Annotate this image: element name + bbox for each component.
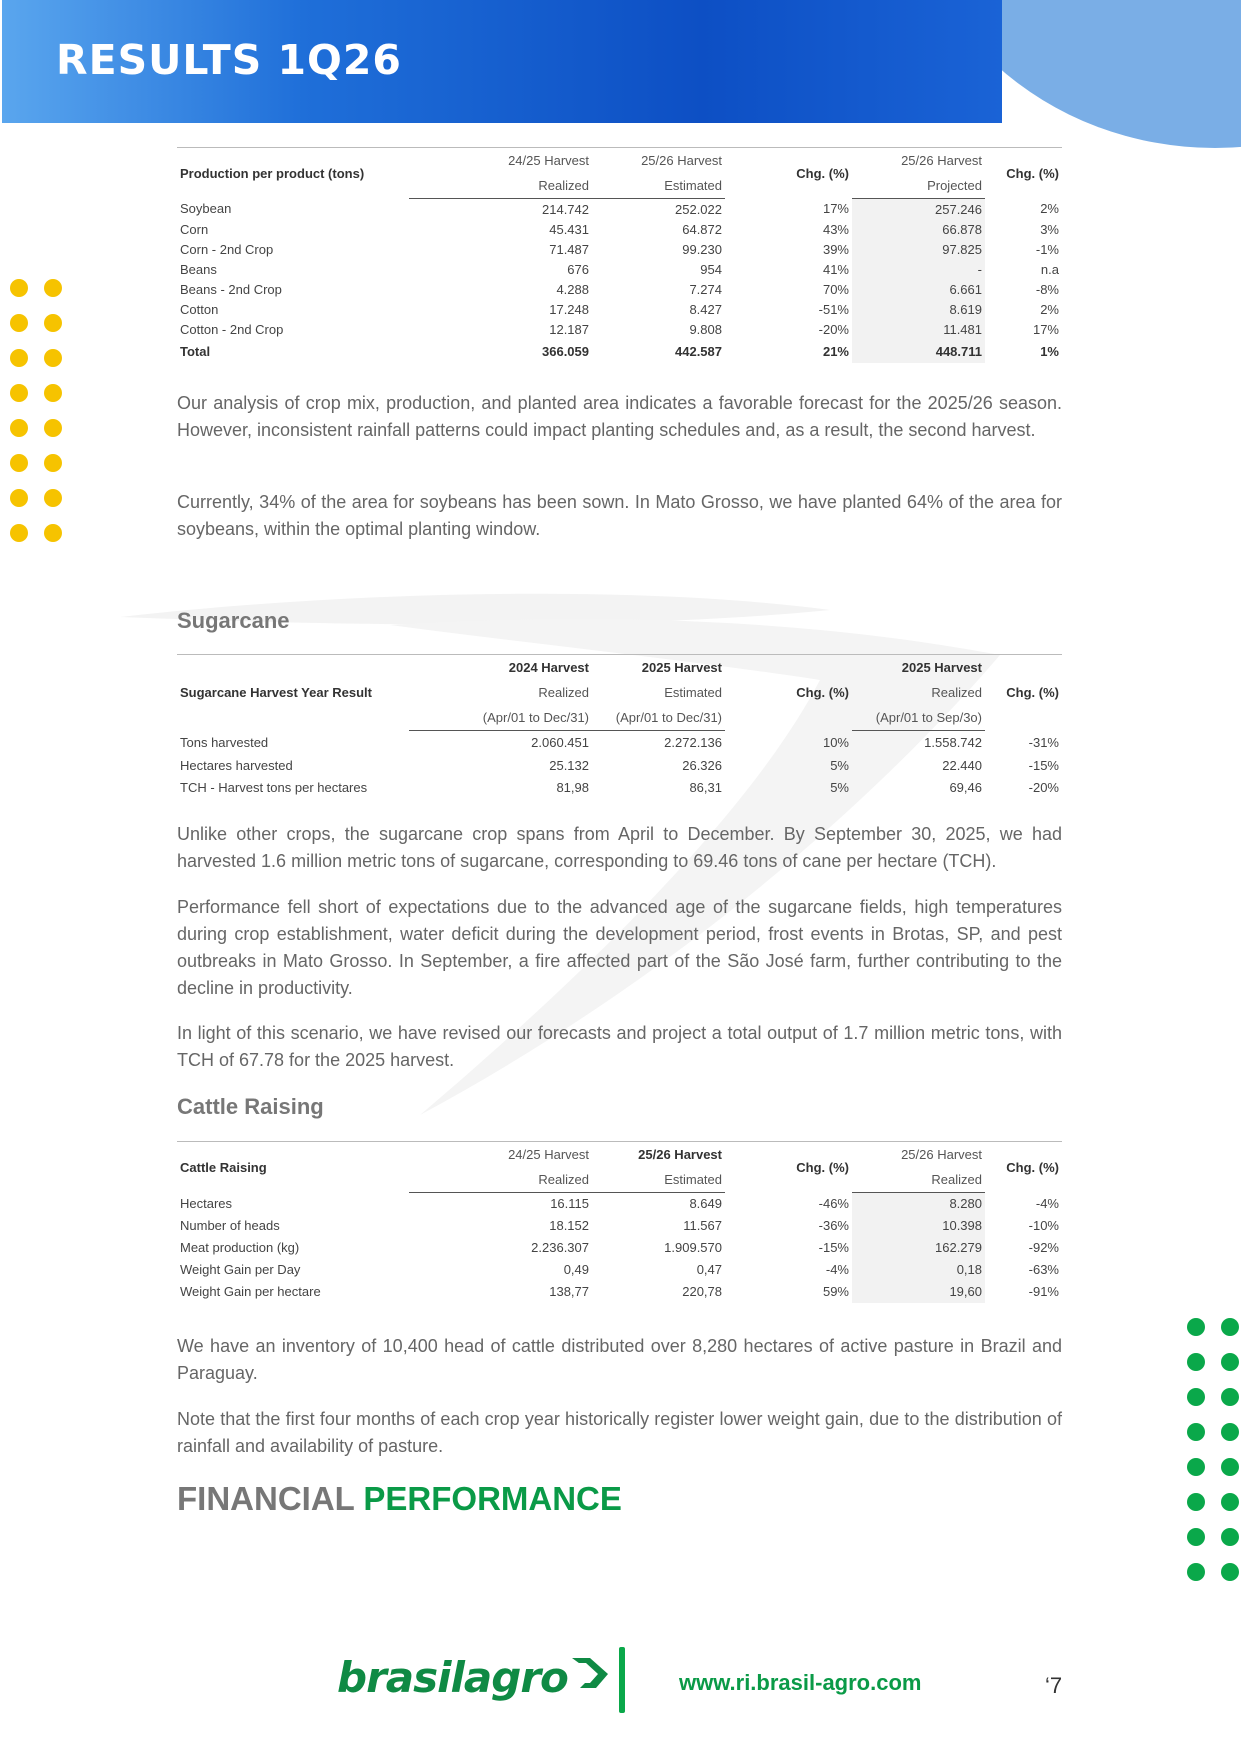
table-cell: 6.661 xyxy=(852,279,985,299)
table-row xyxy=(177,1237,1062,1259)
table-cell: -20% xyxy=(818,321,849,337)
table-cell: Corn - 2nd Crop xyxy=(180,241,274,257)
table-row xyxy=(177,1259,1062,1281)
logo-text: brasilagro xyxy=(337,1653,568,1702)
table-cell: Meat production (kg) xyxy=(180,1240,300,1255)
col-header: 2024 Harvest xyxy=(409,655,592,681)
table-cell: 8.427 xyxy=(689,301,722,317)
table-cell: 2% xyxy=(1040,201,1059,217)
production-table-label: Production per product (tons) xyxy=(177,148,409,199)
table-cell: 0,49 xyxy=(563,1262,589,1277)
col-header: 25/26 Harvest xyxy=(852,148,985,174)
table-cell: 676 xyxy=(567,261,589,277)
col-subheader: Estimated xyxy=(592,1167,725,1193)
table-cell: 0,47 xyxy=(696,1262,722,1277)
table-cell: 2.272.136 xyxy=(664,735,722,751)
table-cell: 0,18 xyxy=(852,1259,985,1281)
heading-word: FINANCIAL xyxy=(177,1480,355,1517)
page-title: RESULTS 1Q26 xyxy=(56,36,402,84)
table-cell: 18.152 xyxy=(549,1218,589,1233)
table-cell: 7.274 xyxy=(689,281,722,297)
paragraph: Currently, 34% of the area for soybeans has been sown. In Mato Grosso, we have planted 64% of the area for soybeans, within the optimal planting window. xyxy=(177,492,1062,539)
table-cell: 69,46 xyxy=(949,780,982,795)
col-header: 25/26 Harvest xyxy=(592,1142,725,1168)
table-cell: -4% xyxy=(825,1262,849,1277)
col-period: (Apr/01 to Sep/3o) xyxy=(852,705,985,731)
table-cell: 3% xyxy=(1040,221,1059,237)
table-cell: 4.288 xyxy=(556,281,589,297)
col-header: Chg. (%) xyxy=(985,655,1062,731)
col-header: Chg. (%) xyxy=(725,655,852,731)
table-cell: 442.587 xyxy=(675,343,722,359)
table-row xyxy=(177,1281,1062,1303)
table-row xyxy=(177,319,1062,339)
table-cell: 21% xyxy=(822,343,849,359)
table-cell: 86,31 xyxy=(689,780,722,795)
table-row xyxy=(177,755,1062,777)
table-cell: -10% xyxy=(1028,1218,1059,1233)
table-cell: -8% xyxy=(1035,281,1059,297)
col-header: 2025 Harvest xyxy=(592,655,725,681)
table-cell: 59% xyxy=(822,1284,849,1299)
table-cell: 43% xyxy=(822,221,849,237)
table-cell: 71.487 xyxy=(549,241,589,257)
col-header: Chg. (%) xyxy=(725,1142,852,1193)
paragraph: We have an inventory of 10,400 head of cattle distributed over 8,280 hectares of active pasture in Brazil and Paraguay. xyxy=(177,1336,1062,1383)
col-header: Chg. (%) xyxy=(725,148,852,199)
table-cell: 41% xyxy=(822,261,849,277)
paragraph: In light of this scenario, we have revised our forecasts and project a total output of 1.7 million metric tons, with TCH of 67.78 for the 2025 harvest. xyxy=(177,1023,1062,1070)
table-cell: 70% xyxy=(822,281,849,297)
col-header: 24/25 Harvest xyxy=(409,1142,592,1168)
cattle-table-label: Cattle Raising xyxy=(177,1142,409,1193)
table-cell: Beans - 2nd Crop xyxy=(180,281,282,297)
table-row xyxy=(177,1193,1062,1215)
table-cell: 64.872 xyxy=(682,221,722,237)
table-cell: 448.711 xyxy=(852,339,985,363)
table-cell: Weight Gain per Day xyxy=(180,1262,301,1277)
table-cell: 22.440 xyxy=(942,758,982,773)
table-cell: Cotton - 2nd Crop xyxy=(180,321,284,337)
table-row xyxy=(177,219,1062,239)
table-cell: 5% xyxy=(830,758,849,773)
table-cell: 19,60 xyxy=(852,1281,985,1303)
table-cell: 366.059 xyxy=(542,343,589,359)
col-subheader: Realized xyxy=(538,685,589,700)
table-cell: 99.230 xyxy=(682,241,722,257)
col-period: (Apr/01 to Dec/31) xyxy=(409,705,592,731)
table-cell: 954 xyxy=(700,261,722,277)
table-cell: 138,77 xyxy=(549,1284,589,1299)
table-cell: Hectares xyxy=(180,1196,233,1211)
table-row xyxy=(177,239,1062,259)
table-cell: Hectares harvested xyxy=(180,758,293,773)
table-row xyxy=(177,259,1062,279)
table-cell: 66.878 xyxy=(852,219,985,239)
table-cell: 12.187 xyxy=(549,321,589,337)
table-cell: 214.742 xyxy=(542,201,589,217)
table-cell: 1% xyxy=(1040,343,1059,359)
table-row xyxy=(177,731,1062,755)
table-cell: 162.279 xyxy=(852,1237,985,1259)
decorative-dots-left xyxy=(10,279,62,542)
table-cell: Weight Gain per hectare xyxy=(180,1284,321,1299)
table-cell: Number of heads xyxy=(180,1218,280,1233)
table-cell: 220,78 xyxy=(682,1284,722,1299)
table-cell: 2.236.307 xyxy=(531,1240,589,1255)
cattle-table xyxy=(177,1141,1062,1303)
col-subheader: Estimated xyxy=(592,173,725,199)
col-subheader: Realized xyxy=(852,1167,985,1193)
brasilagro-logo xyxy=(337,1653,610,1702)
table-cell: 26.326 xyxy=(682,758,722,773)
table-cell: 252.022 xyxy=(675,201,722,217)
table-cell: -92% xyxy=(1028,1240,1059,1255)
col-subheader: Estimated xyxy=(664,685,722,700)
col-subheader: Projected xyxy=(852,173,985,199)
table-cell: 17% xyxy=(1032,321,1059,337)
table-cell: 8.280 xyxy=(852,1193,985,1215)
col-header: 25/26 Harvest xyxy=(852,1142,985,1168)
table-cell: Tons harvested xyxy=(180,735,269,750)
table-cell: -15% xyxy=(818,1240,849,1255)
table-cell: 45.431 xyxy=(549,221,589,237)
table-cell: 2.060.451 xyxy=(531,735,589,751)
table-cell: TCH - Harvest tons per hectares xyxy=(180,780,368,795)
table-cell: 11.567 xyxy=(683,1218,722,1233)
col-subheader: Realized xyxy=(409,173,592,199)
paragraph: Performance fell short of expectations due to the advanced age of the sugarcane fields, high temperatures during crop establishment, water deficit during the development period, frost events in Brotas, SP, and pest outbreaks in Mato Grosso. In September, a fire affected part of the São José farm, further contributing to the decline in productivity. xyxy=(177,897,1062,998)
table-row xyxy=(177,299,1062,319)
table-cell: 10.398 xyxy=(852,1215,985,1237)
table-cell: 8.619 xyxy=(852,299,985,319)
table-cell: 16.115 xyxy=(550,1196,589,1212)
table-cell: -51% xyxy=(818,301,849,317)
paragraph: Our analysis of crop mix, production, and planted area indicates a favorable forecast for the 2025/26 season. However, inconsistent rainfall patterns could impact planting schedules and, as a result, the second harvest. xyxy=(177,393,1062,440)
table-cell: -36% xyxy=(818,1218,849,1233)
financial-performance-heading xyxy=(177,1480,622,1518)
table-cell: 97.825 xyxy=(852,239,985,259)
table-cell: -20% xyxy=(1028,780,1059,795)
col-header: 24/25 Harvest xyxy=(409,148,592,174)
table-cell: Beans xyxy=(180,261,217,277)
table-row xyxy=(177,777,1062,799)
logo-chevron-icon xyxy=(570,1655,610,1693)
col-header: Chg. (%) xyxy=(985,1142,1062,1193)
table-cell: Total xyxy=(180,343,211,359)
table-cell: - xyxy=(852,259,985,279)
table-cell: 17.248 xyxy=(549,301,589,317)
table-cell: -1% xyxy=(1035,241,1059,257)
table-cell: 8.649 xyxy=(689,1196,722,1212)
table-cell: 17% xyxy=(822,201,849,217)
table-cell: 5% xyxy=(830,780,849,795)
col-header: 2025 Harvest xyxy=(852,655,985,681)
table-row xyxy=(177,199,1062,220)
col-subheader: Realized xyxy=(409,1167,592,1193)
col-period: (Apr/01 to Dec/31) xyxy=(592,705,725,731)
table-cell: 9.808 xyxy=(689,321,722,337)
paragraph: Note that the first four months of each crop year historically register lower weight gain, due to the distribution of rainfall and availability of pasture. xyxy=(177,1409,1062,1456)
section-heading-sugarcane: Sugarcane xyxy=(177,608,290,633)
table-cell: -31% xyxy=(1028,735,1059,750)
footer-separator xyxy=(619,1647,625,1713)
table-cell: Soybean xyxy=(180,201,232,217)
table-cell: 39% xyxy=(822,241,849,257)
table-cell: 11.481 xyxy=(852,319,985,339)
sugarcane-table-label: Sugarcane Harvest Year Result xyxy=(177,655,409,731)
table-row xyxy=(177,1215,1062,1237)
page-number: ‘7 xyxy=(1045,1673,1063,1698)
table-cell: -91% xyxy=(1028,1284,1059,1299)
table-cell: Corn xyxy=(180,221,209,237)
table-cell: 1.558.742 xyxy=(924,735,982,751)
col-header: Chg. (%) xyxy=(985,148,1062,199)
section-heading-cattle: Cattle Raising xyxy=(177,1094,324,1119)
table-cell: n.a xyxy=(1040,261,1059,277)
heading-word-accent: PERFORMANCE xyxy=(363,1480,622,1517)
col-header: 25/26 Harvest xyxy=(592,148,725,174)
table-cell: 10% xyxy=(822,735,849,750)
table-cell: 257.246 xyxy=(852,199,985,220)
decorative-dots-right xyxy=(1187,1318,1239,1581)
sugarcane-table xyxy=(177,654,1062,799)
table-total-row xyxy=(177,339,1062,363)
table-row xyxy=(177,279,1062,299)
paragraph: Unlike other crops, the sugarcane crop spans from April to December. By September 30, 2025, we had harvested 1.6 million metric tons of sugarcane, corresponding to 69.46 tons of cane per hectare (TCH). xyxy=(177,824,1062,871)
col-subheader: Realized xyxy=(931,685,982,700)
table-cell: Cotton xyxy=(180,301,219,317)
table-cell: 1.909.570 xyxy=(664,1240,722,1255)
table-cell: -63% xyxy=(1028,1262,1059,1277)
table-cell: 2% xyxy=(1040,301,1059,317)
table-cell: -15% xyxy=(1028,758,1059,773)
table-cell: -4% xyxy=(1035,1196,1059,1211)
production-table xyxy=(177,147,1062,363)
table-cell: 25.132 xyxy=(549,758,589,773)
table-cell: -46% xyxy=(818,1196,849,1211)
table-cell: 81,98 xyxy=(556,780,589,795)
footer-url-link[interactable]: www.ri.brasil-agro.com xyxy=(679,1670,922,1695)
